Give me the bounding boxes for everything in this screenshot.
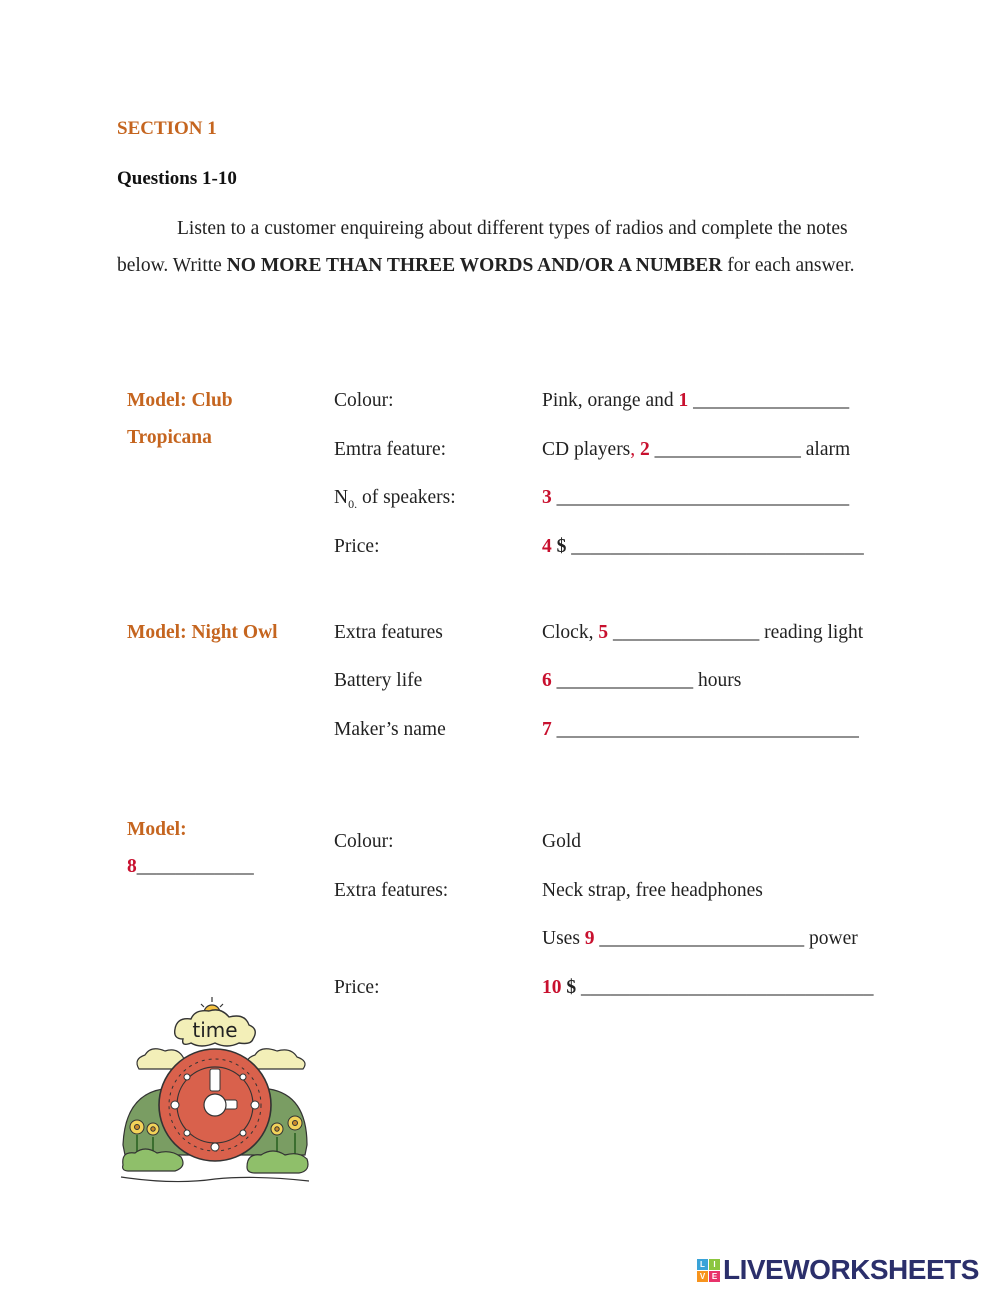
model3-features-value: Neck strap, free headphones [542, 880, 763, 901]
question-number: 5 [598, 622, 609, 643]
question-number: 7 [542, 719, 552, 740]
instructions-text-2: for each answer. [722, 255, 855, 276]
model1-speakers-label: $N_{0.}$ of speakers: [334, 487, 456, 511]
logo-text: LIVEWORKSHEETS [723, 1254, 979, 1285]
model2-battery-answer: 6 ______________ hours [542, 670, 742, 691]
logo-blocks-icon: L I V E [697, 1259, 720, 1282]
clock-garden-illustration [115, 995, 315, 1190]
answer-blank[interactable]: ______________________________ [551, 487, 850, 508]
model-night-owl-title: Model: Night Owl [127, 622, 278, 643]
model1-speakers-answer [542, 487, 849, 509]
model1-colour-label: Colour: [334, 390, 394, 411]
question-number: 6 [542, 670, 552, 691]
instructions-text-1: Listen to a customer enquireing about different types of radios and complete the notes below. Writte [117, 218, 848, 276]
question-number: 9 [584, 928, 595, 949]
answer-blank[interactable]: ______________ [551, 670, 694, 691]
answer-blank[interactable]: ______________________________ [576, 977, 874, 998]
section-title: SECTION 1 [117, 118, 217, 139]
answer-blank[interactable]: _____________________ [594, 928, 805, 949]
liveworksheets-logo [697, 1254, 979, 1286]
cloud-text: time [192, 1018, 238, 1042]
model2-features-answer: Clock, 5 _______________ reading light [542, 622, 864, 643]
model2-features-label: Extra features [334, 622, 443, 643]
answer-blank[interactable]: ______________________________ [566, 536, 864, 557]
answer-blank[interactable]: ________________ [688, 390, 850, 411]
question-number: 1 [678, 390, 689, 411]
instructions [117, 210, 897, 284]
clock-icon [159, 1049, 271, 1161]
cloud-icon [175, 1010, 256, 1046]
model3-power-answer: Uses 9 _____________________ power [542, 928, 858, 949]
model1-colour-answer: Pink, orange and 1 ________________ [542, 390, 850, 411]
model1-feature-label: Emtra feature: [334, 439, 447, 460]
question-number: 2 [640, 439, 650, 460]
model3-title: Model: 8____________ [127, 819, 254, 877]
model2-battery-label: Battery life [334, 670, 423, 691]
answer-blank[interactable]: _______________ [649, 439, 801, 460]
model3-price-label: Price: [334, 977, 380, 998]
instructions-bold: NO MORE THAN THREE WORDS AND/OR A NUMBER [226, 255, 723, 276]
question-number: 3 [542, 487, 552, 508]
model2-maker-label: Maker’s name [334, 719, 446, 740]
model-club-tropicana-title: Model: Club Tropicana [127, 390, 233, 448]
answer-blank[interactable]: ____________ [136, 856, 254, 877]
question-number: 10 [542, 977, 562, 998]
model3-price-answer: 10 $ ______________________________ [542, 977, 874, 998]
model3-colour-value: Gold [542, 831, 581, 852]
model1-price-label: Price: [334, 536, 380, 557]
model3-colour-label: Colour: [334, 831, 394, 852]
model2-maker-answer [542, 719, 859, 741]
question-number: 4 [542, 536, 552, 557]
answer-blank[interactable]: _______________________________ [551, 719, 859, 740]
question-number: 8 [127, 856, 137, 877]
questions-heading: Questions 1-10 [117, 168, 237, 189]
model1-price-answer: 4 $ ______________________________ [542, 536, 864, 557]
model3-features-label: Extra features: [334, 880, 449, 901]
answer-blank[interactable]: _______________ [608, 622, 760, 643]
model1-feature-answer: CD players, 2 _______________ alarm [542, 439, 851, 460]
